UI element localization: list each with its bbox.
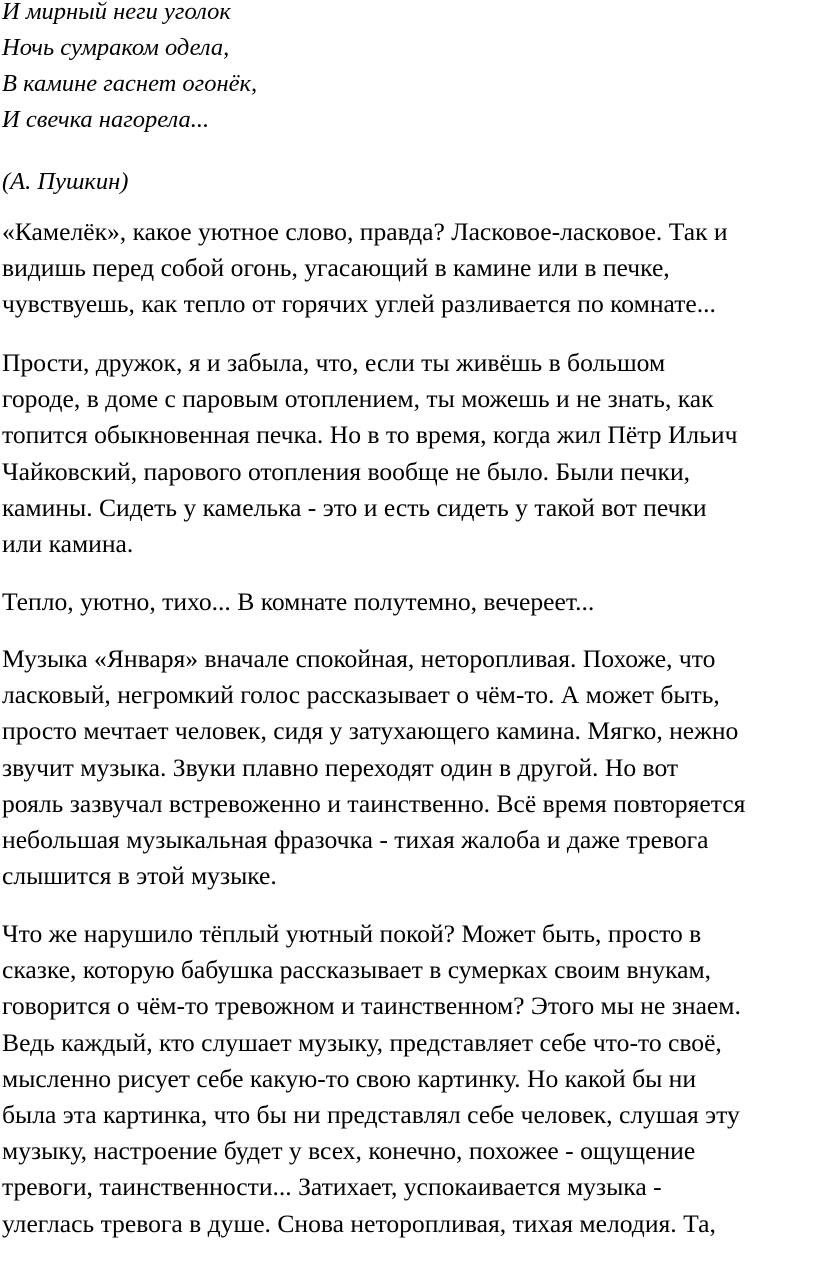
text-line: рояль зазвучал встревоженно и таинственно. Всё время повторяется (2, 788, 746, 818)
text-line: чувствуешь, как тепло от горячих углей разливается по комнате... (2, 289, 716, 319)
text-line: ласковый, негромкий голос рассказывает о чём-то. А может быть, (2, 680, 720, 710)
text-line: Тепло, уютно, тихо... В комнате полутемно, вечереет... (2, 587, 595, 616)
text-line: Ведь каждый, кто слушает музыку, представляет себе что-то своё, (2, 1027, 722, 1057)
text-line: Музыка «Января» вначале спокойная, неторопливая. Похоже, что (2, 644, 716, 673)
paragraph-disturbance (2, 916, 741, 1242)
text-line: «Камелёк», какое уютное слово, правда? Ласковое-ласковое. Так и (2, 217, 728, 246)
text-line: городе, в доме с паровым отоплением, ты можешь и не знать, как (2, 384, 714, 414)
text-line: камины. Сидеть у камелька - это и есть сидеть у такой вот печки (2, 492, 707, 522)
text-line: топится обыкновенная печка. Но в то время, когда жил Пётр Ильич (2, 420, 738, 450)
paragraph-heating (2, 345, 737, 562)
text-line: Прости, дружок, я и забыла, что, если ты живёшь в большом (2, 348, 666, 377)
text-line: Чайковский, парового отопления вообще не было. Были печки, (2, 456, 691, 486)
poem-author: (А. Пушкин) (2, 168, 129, 195)
poem-line: И свечка нагорела... (2, 106, 210, 133)
text-line: видишь перед собой огонь, угасающий в камине или в печке, (2, 253, 670, 283)
poem-line: И мирный неги уголок (2, 0, 231, 25)
text-line: небольшая музыкальная фразочка - тихая жалоба и даже тревога (2, 825, 709, 855)
poem-line: Ночь сумраком одела, (2, 34, 230, 61)
text-line: просто мечтает человек, сидя у затухающего камина. Мягко, нежно (2, 716, 739, 746)
text-line: была эта картинка, что бы ни представлял себе человек, слушая эту (2, 1100, 740, 1130)
text-line: Что же нарушило тёплый уютный покой? Может быть, просто в (2, 919, 702, 948)
text-line: улеглась тревога в душе. Снова неторопливая, тихая мелодия. Та, (2, 1208, 716, 1238)
paragraph-music-january (2, 641, 745, 894)
text-line: говорится о чём-то тревожном и таинственном? Этого мы не знаем. (2, 991, 741, 1021)
text-line: звучит музыка. Звуки плавно переходят один в другой. Но вот (2, 752, 679, 782)
text-line: музыку, настроение будет у всех, конечно, похожее - ощущение (2, 1136, 696, 1166)
paragraph-evening (2, 584, 594, 620)
poem-epigraph (2, 0, 257, 138)
text-line: или камина. (2, 529, 134, 559)
paragraph-kamelek (2, 214, 728, 323)
text-line: мысленно рисует себе какую-то свою картинку. Но какой бы ни (2, 1063, 697, 1093)
text-line: тревоги, таинственности... Затихает, успокаивается музыка - (2, 1172, 662, 1202)
text-line: слышится в этой музыке. (2, 861, 277, 891)
text-line: сказке, которую бабушка рассказывает в сумерках своим внукам, (2, 955, 712, 985)
poem-line: В камине гаснет огонёк, (2, 70, 258, 97)
